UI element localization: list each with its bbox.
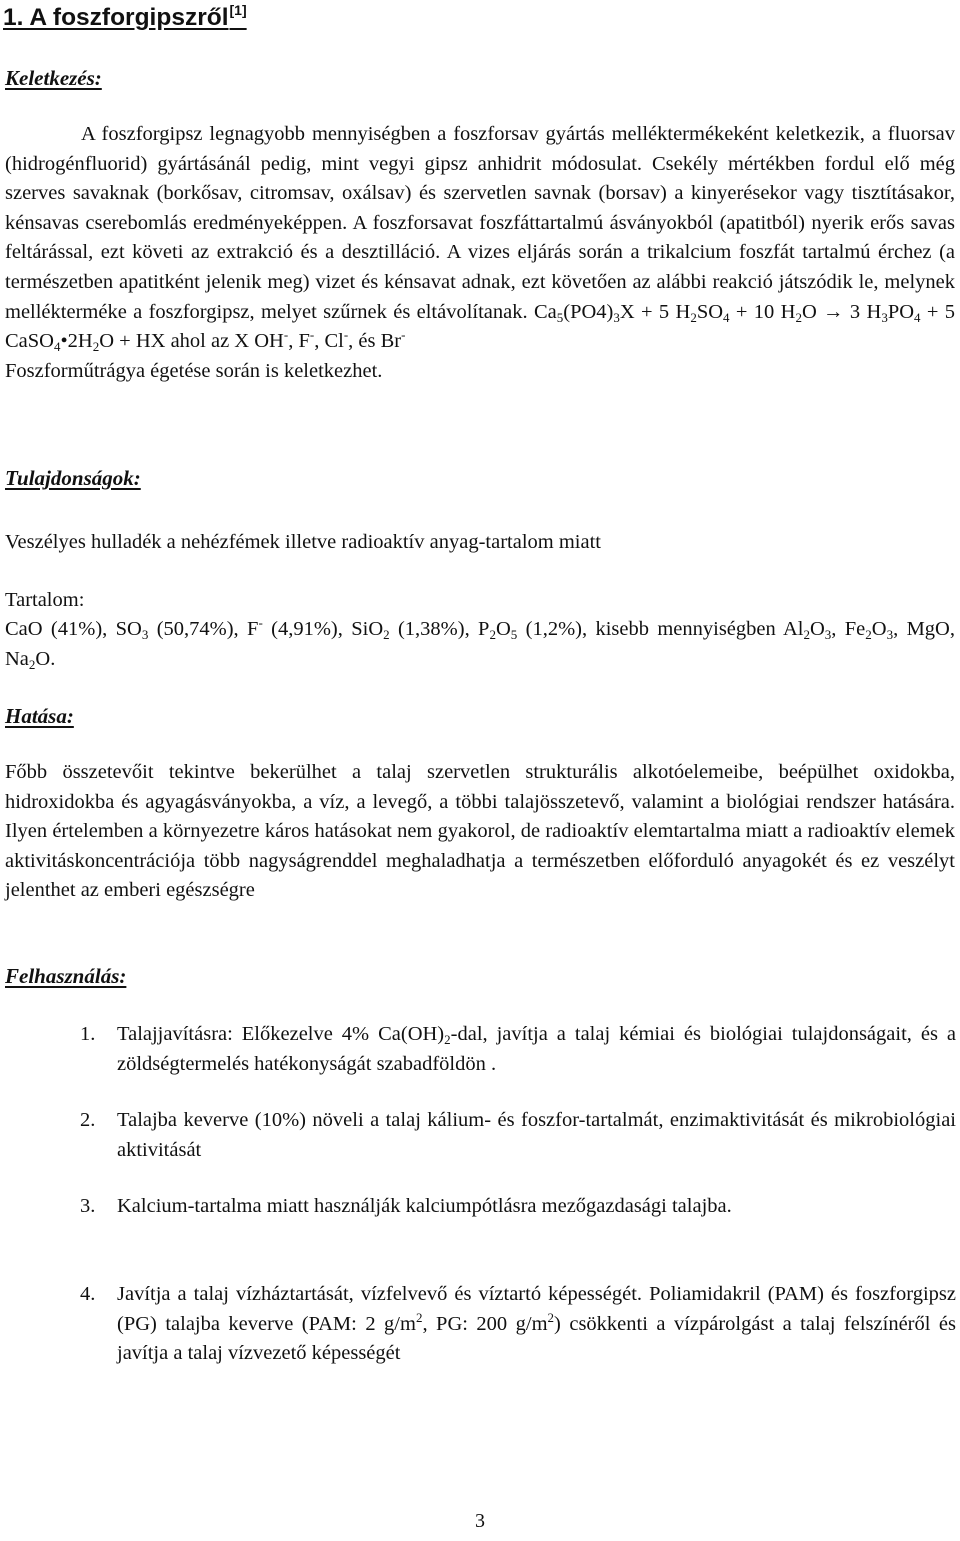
heading-hatasa: Hatása: <box>5 704 74 728</box>
composition-list: CaO (41%), $SO_3$ (50,74%), F- (4,91%), SiO$_2$ (1,38%), $P_2O_5$ (1,2%), kisebb mennyiségben $Al_2O_3$, $Fe_2O_3$, MgO, $Na_2O$. <box>5 615 955 672</box>
list-item-1 <box>80 1020 956 1079</box>
keletkezes-text-2: Foszforműtrágya égetése során is keletkezhet. <box>5 359 383 382</box>
list-number: 1. <box>80 1023 96 1045</box>
list-text: Talajba keverve (10%) növeli a talaj kálium- és foszfor-tartalmát, enzimaktivitását és mikrobiológiai aktivitását <box>117 1109 956 1161</box>
list-number: 4. <box>80 1283 96 1305</box>
list-text: Kalcium-tartalma miatt használják kalciumpótlásra mezőgazdasági talajba. <box>117 1195 732 1217</box>
list-item-2 <box>80 1106 956 1165</box>
paragraph-hatasa: Főbb összetevőit tekintve bekerülhet a talaj szervetlen strukturális alkotóelemeibe, beépülhet oxidokba, hidroxidokba és agyagásványokba, a víz, a levegő, a többi talajösszetevő, valamint a biológiai rendszer hatására. Ilyen értelemben a környezetre káros hatásokat nem gyakorol, de radioaktív elemtartalma miatt a radioaktív elemek aktivitáskoncentrációja több nagyságrenddel meghaladhatja a természetben előforduló anyagokét és ez veszélyt jelenthet az emberi egészségre <box>5 761 955 902</box>
paragraph-hazard: Veszélyes hulladék a nehézfémek illetve radioaktív anyag-tartalom miatt <box>5 531 601 553</box>
title-reference: [1] <box>229 2 247 18</box>
list-item-4 <box>80 1280 956 1369</box>
page-number: 3 <box>475 1510 485 1532</box>
reaction-equation: $Ca_5(PO4)_3X + 5$ $H_2SO_4 + 10$ $H_2O \to 3$ $H_3PO_4 + 5$ $CaSO_4•2H_2O$ + HX ahol az X OH-, F-, Cl-, és Br- <box>5 300 956 355</box>
list-text: Javítja a talaj vízháztartását, vízfelvevő és víztartó képességét. Poliamidakril (PAM) és foszforgipsz (PG) talajba keverve (PAM: 2 $g/m^2$, PG: 200 $g/m^2$) csökkenti a vízpárolgást a talaj felszínéről és javítja a talaj vízvezető képességét <box>117 1283 957 1365</box>
heading-tulajdonsagok: Tulajdonságok: <box>5 466 141 490</box>
list-item-3 <box>80 1192 956 1222</box>
list-number: 3. <box>80 1195 96 1217</box>
list-number: 2. <box>80 1109 96 1131</box>
page-title <box>3 0 247 36</box>
content-label: Tartalom: <box>5 589 85 611</box>
list-text: Talajjavításra: Előkezelve 4% $Ca(OH)_2$-dal, javítja a talaj kémiai és biológiai tulajdonságait, és a zöldségtermelés hatékonyságát szabadföldön . <box>117 1023 957 1075</box>
paragraph-keletkezes <box>5 120 955 386</box>
title-text: 1. A foszforgipszről <box>3 4 229 31</box>
heading-felhasznalas: Felhasználás: <box>5 964 127 988</box>
keletkezes-text: A foszforgipsz legnagyobb mennyiségben a foszforsav gyártás melléktermékeként keletkezik, a fluorsav (hidrogénfluorid) gyártásánál pedig, mint vegyi gipsz anhidrit módosulat. Csekély mértékben fordul elő még szerves savaknak (borkősav, citromsav, oxálsav) és szervetlen savnak (borsav) a kinyerésekor vagy tisztításakor, kénsavas cserebomlás eredményeképpen. A foszforsavat foszfáttartalmú ásványokból (apatitból) nyerik erős savas feltárással, ezt követi az extrakció és a desztilláció. A vizes eljárás során a trikalcium foszfát tartalmú érchez (a természetben apatitként jelenik meg) vizet és kénsavat adnak, ezt követően az alábbi reakció játszódik le, melynek mellékterméke a foszforgipsz, melyet szűrnek és eltávolítanak. <box>5 123 955 323</box>
heading-keletkezes: Keletkezés: <box>5 66 102 90</box>
